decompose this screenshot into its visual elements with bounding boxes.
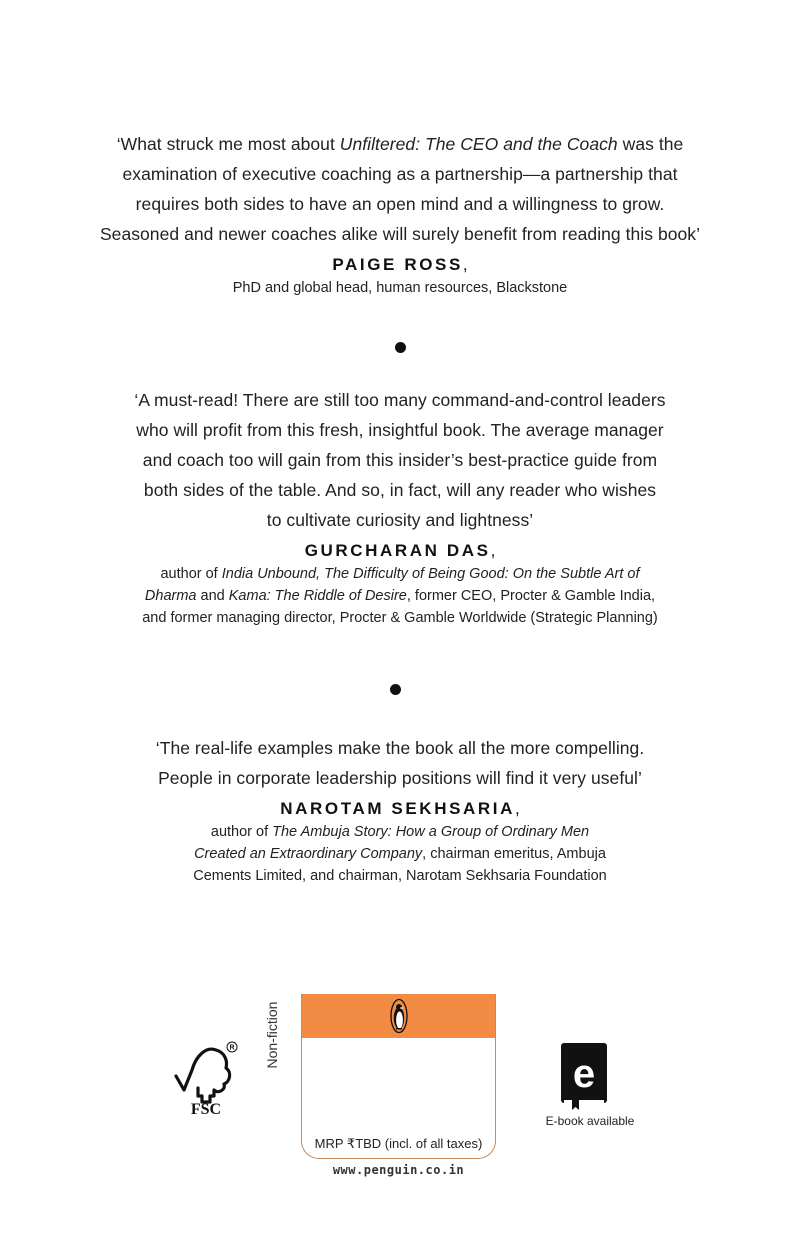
cred-text: , former CEO, Procter & Gamble India, [406,588,656,604]
svg-text:FSC: FSC [190,1101,222,1116]
quote-line: Seasoned and newer coaches alike will surely benefit from reading this book’ [99,224,701,244]
endorser-credential [0,821,800,887]
cred-text: Cements Limited, and chairman, Narotam Sekhsaria Foundation [193,868,607,884]
fsc-tree-logo-icon [172,1040,242,1116]
quote-line: People in corporate leadership positions will find it very useful’ [158,768,642,788]
endorser-name [0,253,800,277]
quote-text [0,385,800,535]
blurb-narotam-sekhsaria [0,733,800,887]
book-title: Created an Extraordinary Company [194,846,423,862]
name-text: GURCHARAN DAS [304,541,491,560]
quote-line: both sides of the table. And so, in fact, will any reader who wishes [143,480,657,500]
endorser-name [0,539,800,563]
quote-line: examination of executive coaching as a partnership—a partnership that [122,164,678,184]
quote-line: ‘The real-life examples make the book all the more compelling. [155,738,645,758]
name-text: NAROTAM SEKHSARIA [280,799,515,818]
separator-bullet [390,684,401,695]
quote-line: was the [617,134,684,154]
book-title: Unfiltered: The CEO and the Coach [339,134,618,154]
price-box [301,994,496,1159]
endorser-name [0,797,800,821]
mrp-price: MRP ₹TBD (incl. of all taxes) [314,1136,483,1151]
cred-text: author of [160,566,222,582]
cred-text: author of [210,824,273,840]
cred-text: and former managing director, Procter & Gamble Worldwide (Strategic Planning) [142,610,658,626]
quote-line: to cultivate curiosity and lightness’ [266,510,534,530]
endorser-credential: PhD and global head, human resources, Blackstone [232,280,568,296]
endorser-credential [0,563,800,629]
quote-line: who will profit from this fresh, insightful book. The average manager [136,420,664,440]
separator-bullet [395,342,406,353]
quote-line: ‘What struck me most about [116,134,340,154]
comma: , [514,799,520,818]
svg-text:R: R [229,1044,235,1052]
ebook-icon [559,1043,609,1111]
ebook-available-label: E-book available [545,1114,635,1128]
svg-text:e: e [572,1052,596,1096]
cred-text: , chairman emeritus, Ambuja [422,846,606,862]
quote-text [0,129,800,249]
publisher-band [302,994,495,1038]
quote-line: and coach too will gain from this insider’s best-practice guide from [142,450,658,470]
book-title: Kama: The Riddle of Desire [228,588,407,604]
cred-text: and [196,588,229,604]
publisher-website: www.penguin.co.in [332,1163,465,1177]
quote-text [0,733,800,793]
penguin-logo-icon [390,998,408,1034]
book-title: The Ambuja Story: How a Group of Ordinary Men [272,824,590,840]
book-title: Dharma [144,588,197,604]
quote-line: ‘A must-read! There are still too many command-and-control leaders [134,390,666,410]
comma: , [490,541,496,560]
name-text: PAIGE ROSS [332,255,463,274]
blurb-paige-ross [0,129,800,299]
comma: , [462,255,468,274]
genre-label: Non-fiction [264,1001,280,1069]
book-title: India Unbound, The Difficulty of Being Good: On the Subtle Art of [221,566,640,582]
quote-line: requires both sides to have an open mind and a willingness to grow. [135,194,665,214]
blurb-gurcharan-das [0,385,800,629]
